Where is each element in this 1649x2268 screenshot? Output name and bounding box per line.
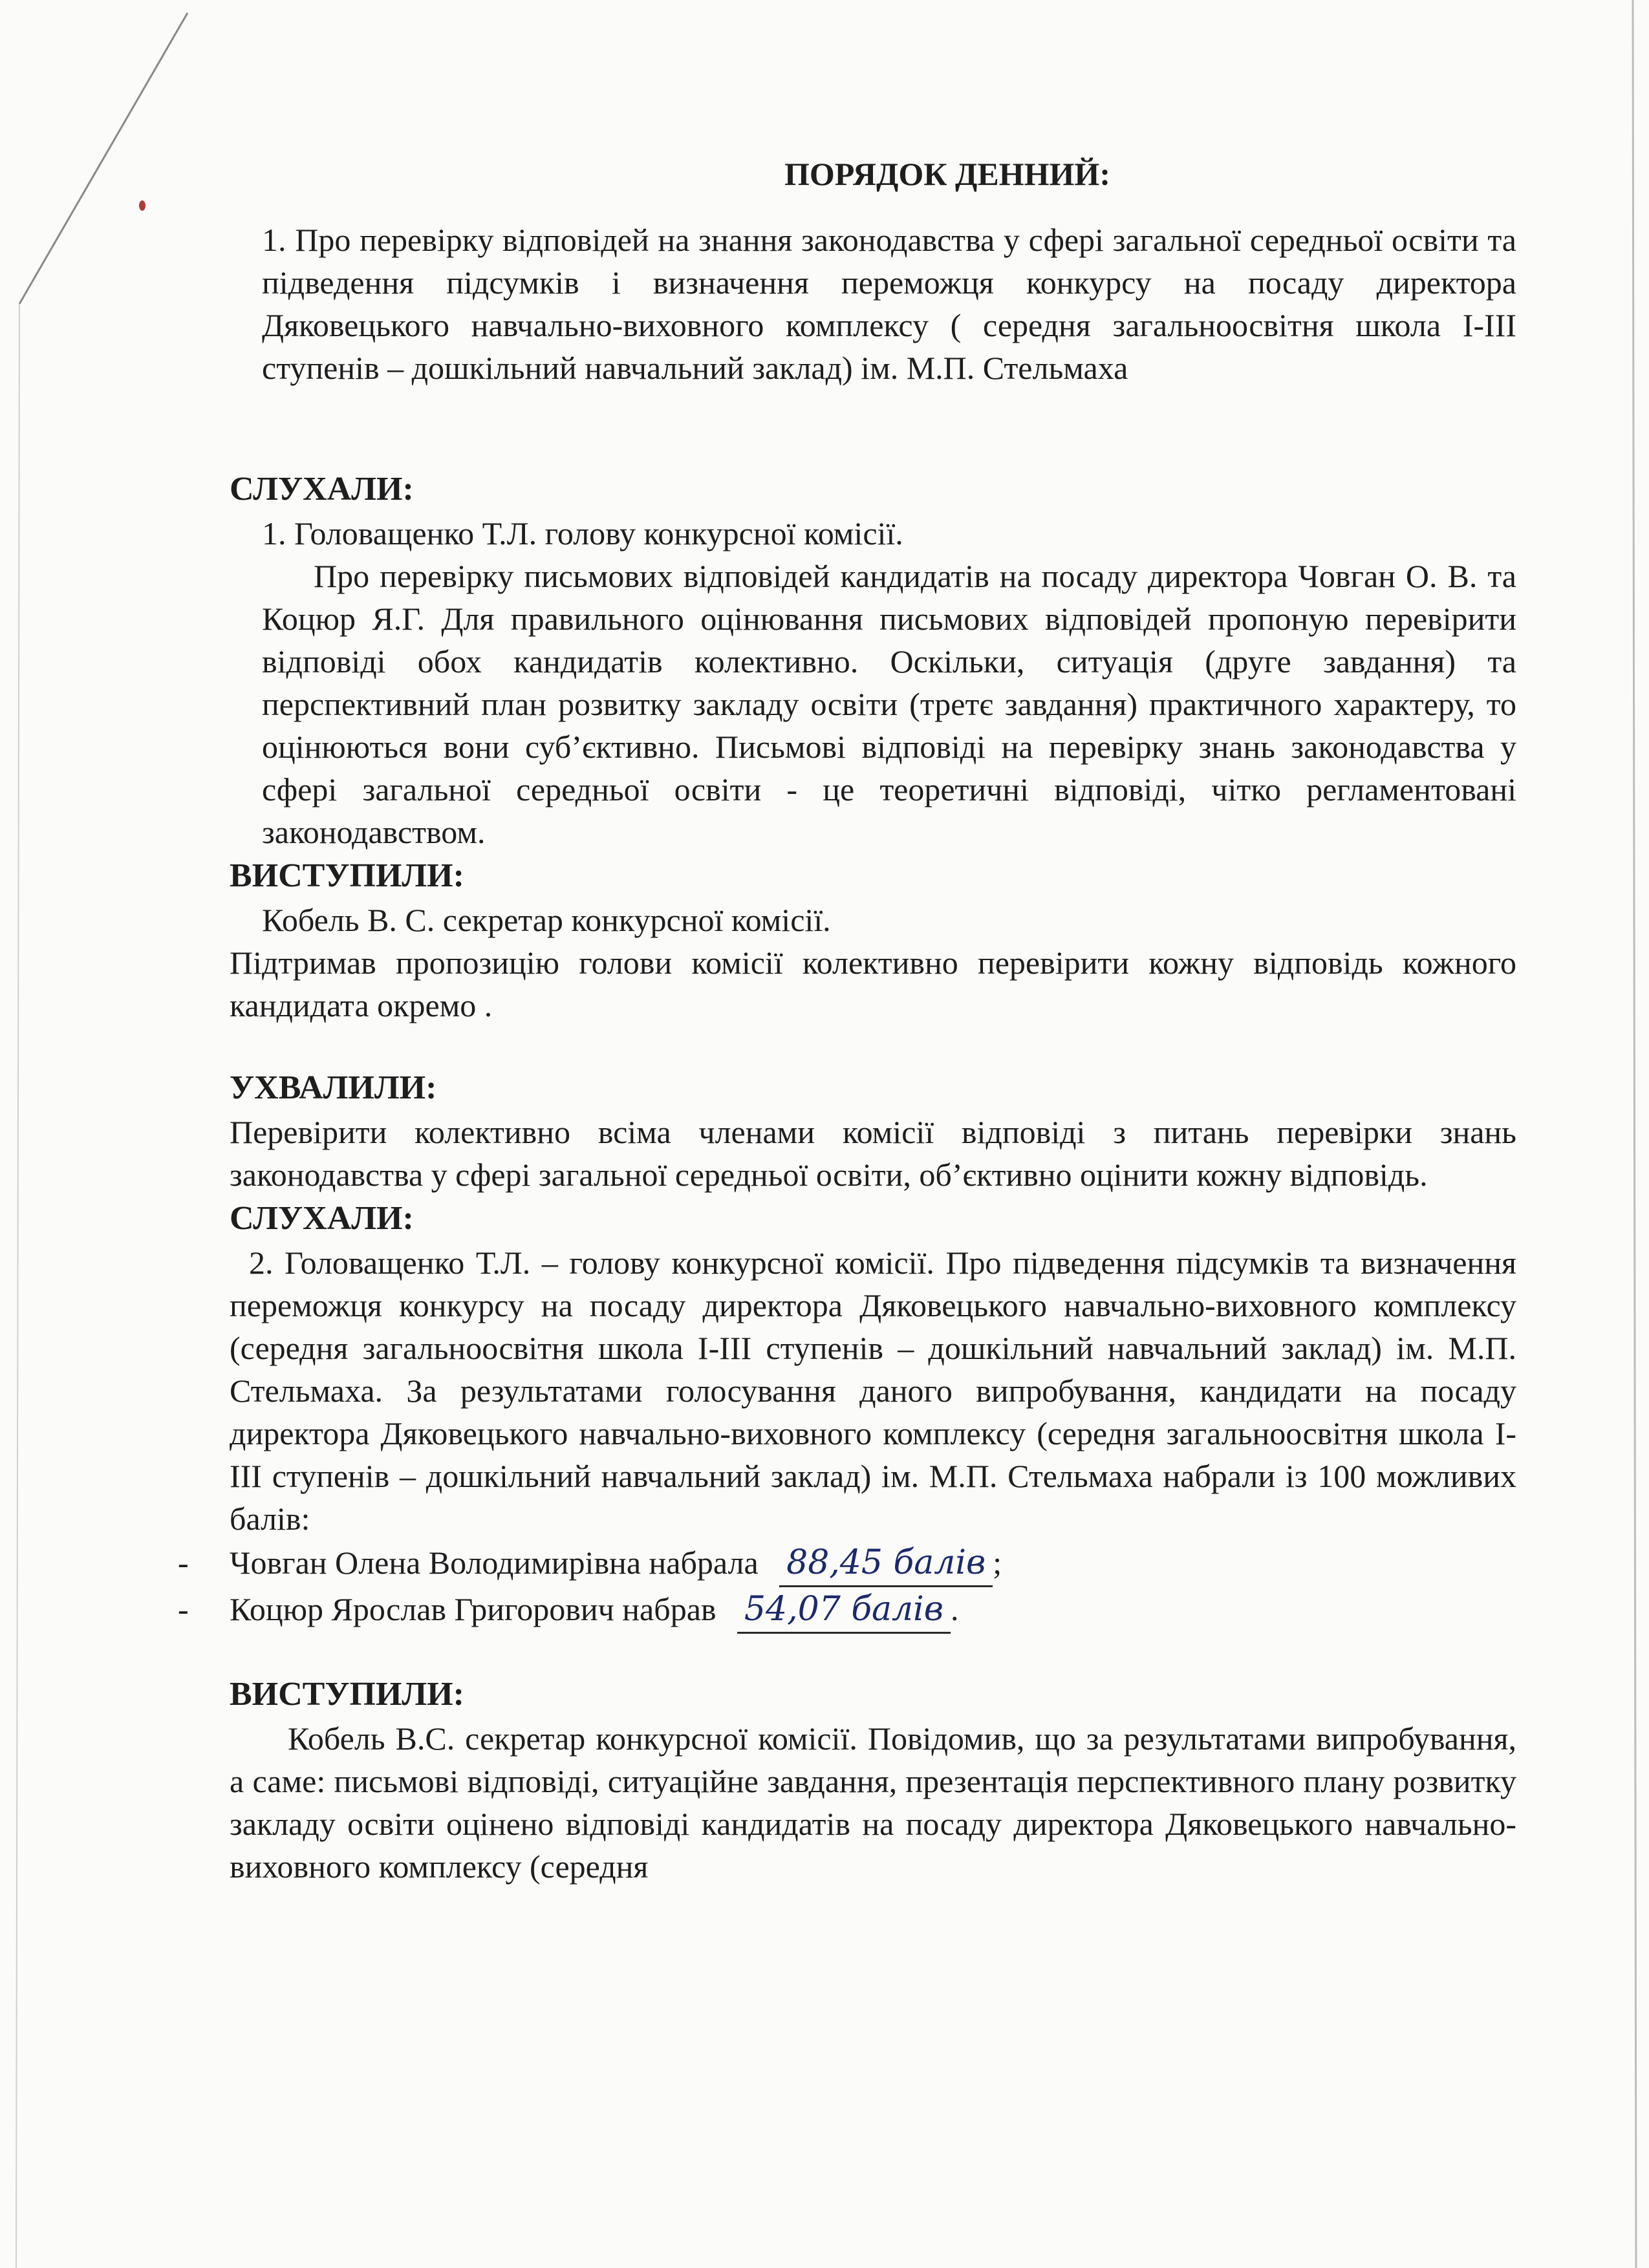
list-dash: -	[178, 1591, 189, 1627]
heard-heading-1: СЛУХАЛИ:	[230, 471, 414, 508]
ink-spot	[139, 200, 146, 211]
spoke-heading-2: ВИСТУПИЛИ:	[230, 1676, 464, 1713]
agenda-item-1: 1. Про перевірку відповідей на знання законодавства у сфері загальної середньої освіти та підведення підсумків і визначення переможця конкурсу на посаду директора Дяковецького навчально-виховного комплексу ( середня загальноосвітня школа І-ІІІ ступенів – дошкільний навчальний заклад) ім. М.П. Стельмаха	[262, 222, 1516, 386]
heard-speaker-1: 1. Головащенко Т.Л. голову конкурсної комісії.	[262, 515, 903, 551]
spoke-text-1: Підтримав пропозицію голови комісії колективно перевірити кожну відповідь кожного кандидата окремо .	[230, 945, 1516, 1023]
spoke-text-2: Кобель В.С. секретар конкурсної комісії. Повідомив, що за результатами випробування, а саме: письмові відповіді, ситуаційне завдання, презентація перспективного плану розвитку закладу освіти оцінено відповіді кандидатів на посаду директора Дяковецького навчально-виховного комплексу (середня	[230, 1720, 1516, 1885]
candidate-name: Човган Олена Володимирівна набрала	[230, 1545, 759, 1581]
resolved-heading-1: УХВАЛИЛИ:	[230, 1069, 437, 1106]
result-punct: .	[951, 1591, 959, 1627]
list-dash: -	[178, 1545, 189, 1581]
handwritten-score: 88,45 балів	[779, 1540, 993, 1587]
heard-text-1: Про перевірку письмових відповідей кандидатів на посаду директора Човган О. В. та Коцюр Я.Г. Для правильного оцінювання письмових відповідей пропоную перевірити відповіді обох кандидатів колективно. Оскільки, ситуація (друге завдання) та перспективний план розвитку закладу освіти (третє завдання) практичного характеру, то оцінюються вони суб’єктивно. Письмові відповіді на перевірку знань законодавства у сфері загальної середньої освіти - це теоретичні відповіді, чітко регламентовані законодавством.	[262, 558, 1516, 850]
spoke-heading-1: ВИСТУПИЛИ:	[230, 857, 464, 894]
resolved-text-1: Перевірити колективно всіма членами комісії відповіді з питань перевірки знань законодавства у сфері загальної середньої освіти, об’єктивно оцінити кожну відповідь.	[230, 1114, 1516, 1193]
result-row-1	[178, 1540, 1516, 1587]
handwritten-score: 54,07 балів	[737, 1587, 951, 1634]
result-row-2	[178, 1587, 1516, 1633]
heard-heading-2: СЛУХАЛИ:	[230, 1200, 414, 1237]
agenda-title: ПОРЯДОК ДЕННИЙ:	[784, 156, 1110, 192]
result-punct: ;	[993, 1545, 1002, 1581]
heard-text-2: 2. Головащенко Т.Л. – голову конкурсної комісії. Про підведення підсумків та визначення переможця конкурсу на посаду директора Дяковецького навчально-виховного комплексу (середня загальноосвітня школа І-ІІІ ступенів – дошкільний навчальний заклад) ім. М.П. Стельмаха. За результатами голосування даного випробування, кандидати на посаду директора Дяковецького навчально-виховного комплексу (середня загальноосвітня школа І-ІІІ ступенів – дошкільний навчальний заклад) ім. М.П. Стельмаха набрали із 100 можливих балів:	[230, 1245, 1516, 1537]
document-body	[178, 155, 1516, 1888]
candidate-name: Коцюр Ярослав Григорович набрав	[230, 1591, 717, 1627]
spoke-speaker-1: Кобель В. С. секретар конкурсної комісії.	[262, 902, 831, 938]
